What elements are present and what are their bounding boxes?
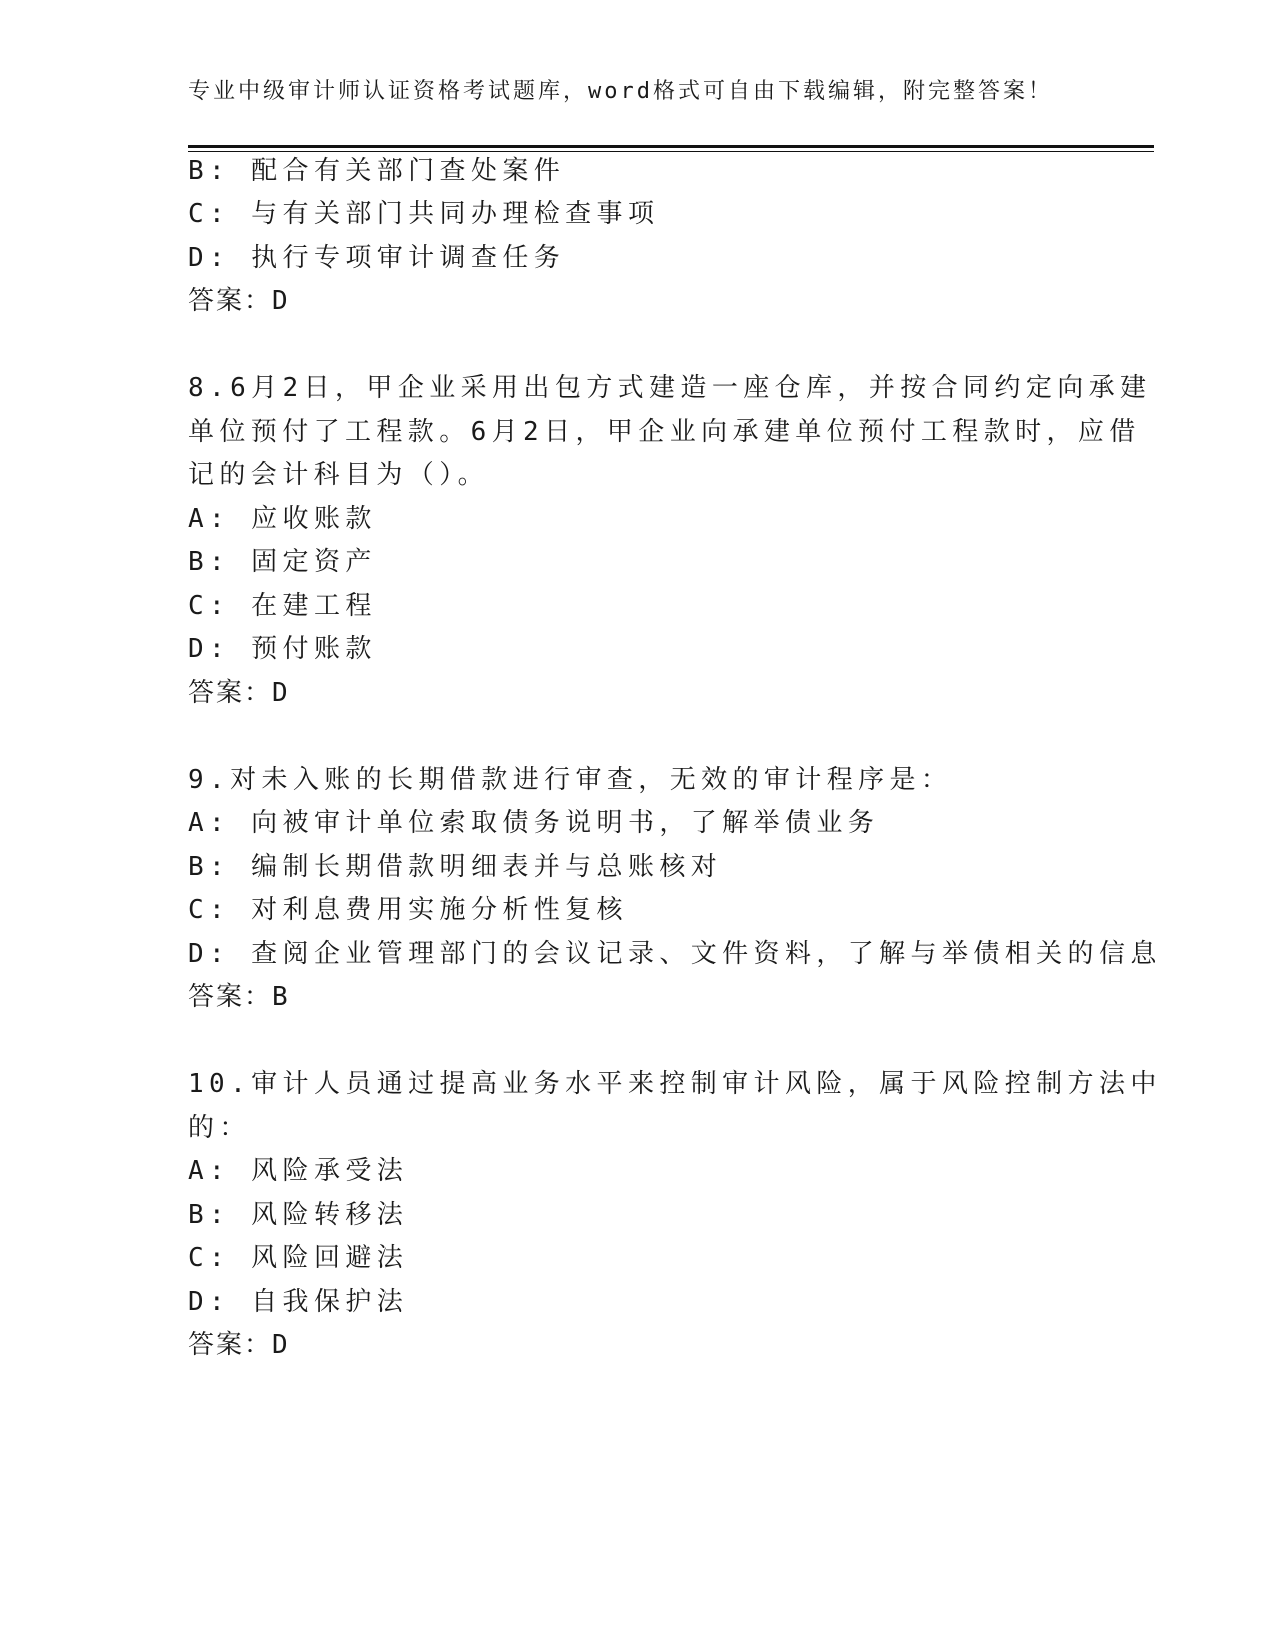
- question-10-option-b: B: 风险转移法: [188, 1200, 409, 1230]
- option-b: B: 配合有关部门查处案件: [188, 156, 566, 186]
- question-10-option-c: C: 风险回避法: [188, 1243, 409, 1273]
- question-8-option-d: D: 预付账款: [188, 634, 377, 664]
- question-10-text-line-1: 10.审计人员通过提高业务水平来控制审计风险，属于风险控制方法中: [188, 1069, 1162, 1099]
- question-10-option-a: A: 风险承受法: [188, 1156, 409, 1186]
- question-8-option-b: B: 固定资产: [188, 547, 377, 577]
- question-9-option-a: A: 向被审计单位索取债务说明书，了解举债业务: [188, 808, 880, 838]
- question-10-text-line-2: 的：: [188, 1113, 251, 1143]
- header-divider-thin: [188, 151, 1154, 152]
- header-divider-thick: [188, 145, 1154, 148]
- question-10-option-d: D: 自我保护法: [188, 1287, 409, 1317]
- answer: 答案：D: [188, 286, 290, 316]
- question-8-text-line-3: 记的会计科目为（）。: [188, 460, 490, 490]
- option-c: C: 与有关部门共同办理检查事项: [188, 199, 660, 229]
- question-8-text-line-2: 单位预付了工程款。6月2日，甲企业向承建单位预付工程款时，应借: [188, 417, 1141, 447]
- question-8-answer: 答案：D: [188, 678, 290, 708]
- page-header: 专业中级审计师认证资格考试题库，word格式可自由下载编辑，附完整答案！: [188, 79, 1053, 104]
- question-9-text-line-1: 9.对未入账的长期借款进行审查，无效的审计程序是：: [188, 765, 953, 795]
- question-9-option-c: C: 对利息费用实施分析性复核: [188, 895, 628, 925]
- question-10-answer: 答案：D: [188, 1330, 290, 1360]
- question-9-option-b: B: 编制长期借款明细表并与总账核对: [188, 852, 723, 882]
- question-8-text-line-1: 8.6月2日，甲企业采用出包方式建造一座仓库，并按合同约定向承建: [188, 373, 1152, 403]
- option-d: D: 执行专项审计调查任务: [188, 243, 566, 273]
- question-9-answer: 答案：B: [188, 982, 290, 1012]
- question-8-option-a: A: 应收账款: [188, 504, 377, 534]
- question-8-option-c: C: 在建工程: [188, 591, 377, 621]
- question-9-option-d: D: 查阅企业管理部门的会议记录、文件资料，了解与举债相关的信息: [188, 939, 1162, 969]
